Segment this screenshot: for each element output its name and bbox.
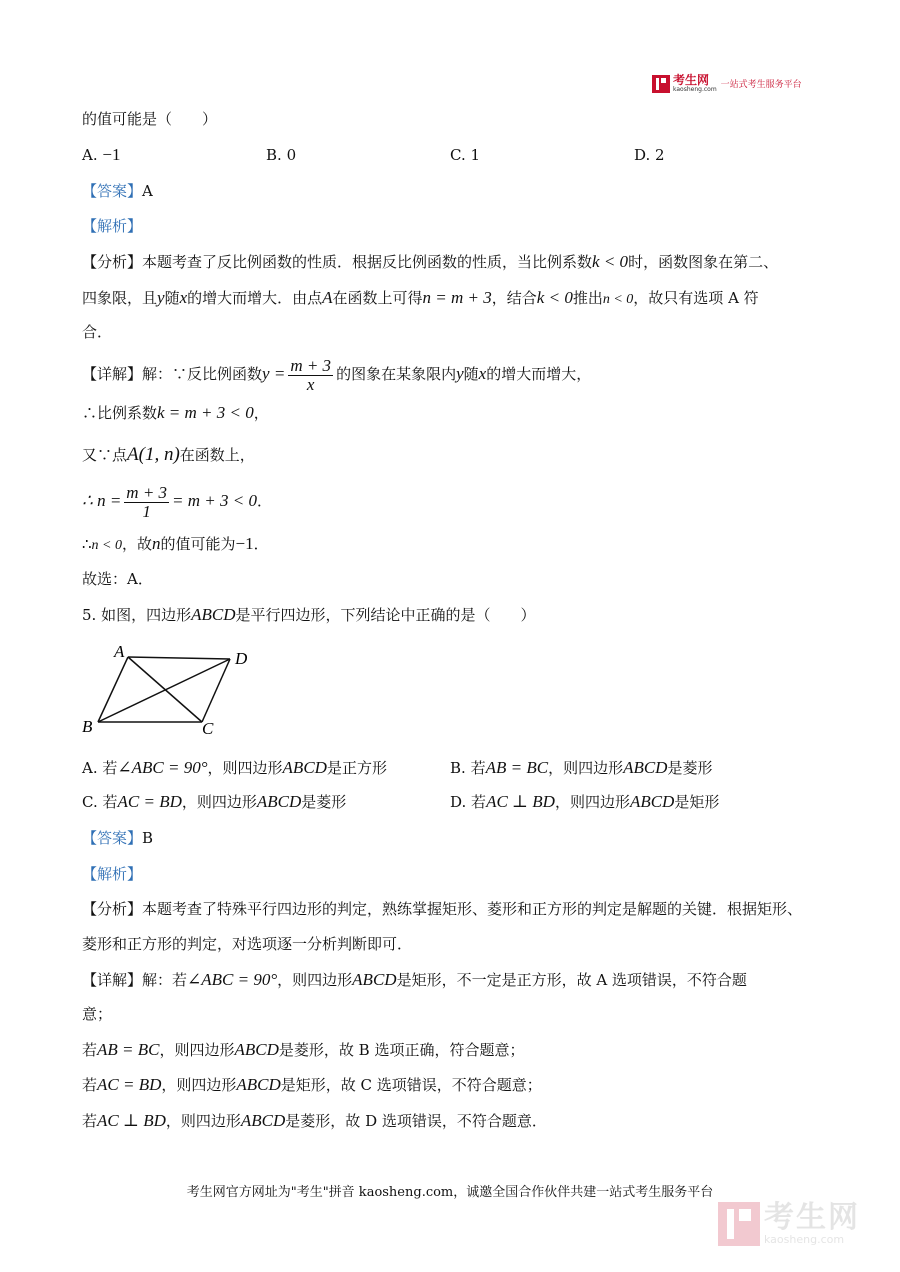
edge-cd [202,659,230,722]
logo-text [673,74,717,93]
q5-detail-line3: 若AC = BD，则四边形ABCD是矩形，故 C 选项错误，不符合题意； [82,1075,542,1094]
vertex-label-a: A [114,642,125,661]
page-footer: 考生网官方网址为"考生"拼音 kaosheng.com，诚邀全国合作伙伴共建一站式考生服务平台 [186,1185,714,1200]
header-slogan: 一站式考生服务平台 [720,80,802,90]
watermark-cn: 考生网 [764,1200,860,1235]
vertex-label-d: D [235,649,248,668]
answer-value: A [142,182,153,200]
q5-option-b: B. 若AB = BC，则四边形ABCD是菱形 [450,758,713,777]
header-logo [652,74,802,93]
q4-option-b: B. 0 [266,146,297,164]
fraction-m3-over-1: $\frac{m + 3}{1}$ [126,482,168,521]
q5-detail-line4: 若AC ⊥ BD，则四边形ABCD是菱形，故 D 选项错误，不符合题意． [82,1111,547,1130]
q4-option-d: D. 2 [634,146,665,164]
vertex-label-c: C [202,719,214,738]
watermark-logo [718,1202,860,1246]
q5-detail-line1: 【详解】解：若∠ABC = 90°，则四边形ABCD是矩形，不一定是正方形，故 A 选项错误，不符合题 [82,970,747,989]
logo-en: kaosheng.com [673,86,717,93]
q4-detail-line5: ∴n < 0，故n的值可能为−1． [82,534,269,553]
q5-option-a: A. 若∠ABC = 90°，则四边形ABCD是正方形 [82,758,387,777]
edge-ab [98,657,128,722]
q5-stem: 5. 如图，四边形ABCD是平行四边形，下列结论中正确的是（ ） [82,605,536,624]
parallelogram-figure [78,640,268,745]
q4-detail-line1: 【详解】解：∵反比例函数y = $\frac{m + 3}{x}$ 的图象在某象限内y随x的增大而增大， [82,355,592,394]
q4-fenxi-line3: 合． [82,323,113,341]
q4-detail-line4: ∴ n = $\frac{m + 3}{1}$ = m + 3 < 0． [82,482,273,521]
q5-fenxi-line1: 【分析】本题考查了特殊平行四边形的判定，熟练掌握矩形、菱形和正方形的判定是解题的关键．根据矩形、 [82,900,803,918]
fraction-m3-over-x: $\frac{m + 3}{x}$ [290,355,332,394]
logo-cn: 考生网 [673,73,710,87]
q5-fenxi-line2: 菱形和正方形的判定，对选项逐一分析判断即可． [82,935,413,953]
q5-option-c: C. 若AC = BD，则四边形ABCD是菱形 [82,792,347,811]
diagonal-bd [98,659,230,722]
edge-ad [128,657,230,659]
q4-answer [82,181,153,201]
answer-label: 【答案】 [82,182,143,200]
vertex-label-b: B [82,717,93,736]
q4-detail-line3: 又∵点A(1, n)在函数上， [82,444,255,465]
q4-fenxi-line2: 四象限，且y随x的增大而增大．由点A在函数上可得n = m + 3，结合k < 0推出n < 0，故只有选项 A 符 [82,288,759,307]
q5-detail-line2: 若AB = BC，则四边形ABCD是菱形，故 B 选项正确，符合题意； [82,1040,525,1059]
q4-stem-tail: 的值可能是（ ） [82,110,218,128]
q4-conclusion: 故选：A． [82,570,153,588]
watermark-mark-icon [718,1202,760,1246]
q4-fenxi-line1: 【分析】本题考查了反比例函数的性质．根据反比例函数的性质，当比例系数k < 0时，函数图象在第二、 [82,252,779,271]
q4-option-a: A. −1 [82,145,121,164]
q5-detail-line1-cont: 意； [82,1005,113,1023]
q5-answer: 【答案】B [82,829,154,847]
q4-detail-line2: ∴比例系数k = m + 3 < 0， [82,403,269,422]
q5-analysis-label: 【解析】 [82,865,143,883]
logo-mark-icon [652,75,670,93]
q4-option-c: C. 1 [450,146,481,164]
q4-analysis-label: 【解析】 [82,217,143,235]
q5-option-d: D. 若AC ⊥ BD，则四边形ABCD是矩形 [450,792,720,811]
watermark-en: kaosheng.com [764,1233,845,1246]
